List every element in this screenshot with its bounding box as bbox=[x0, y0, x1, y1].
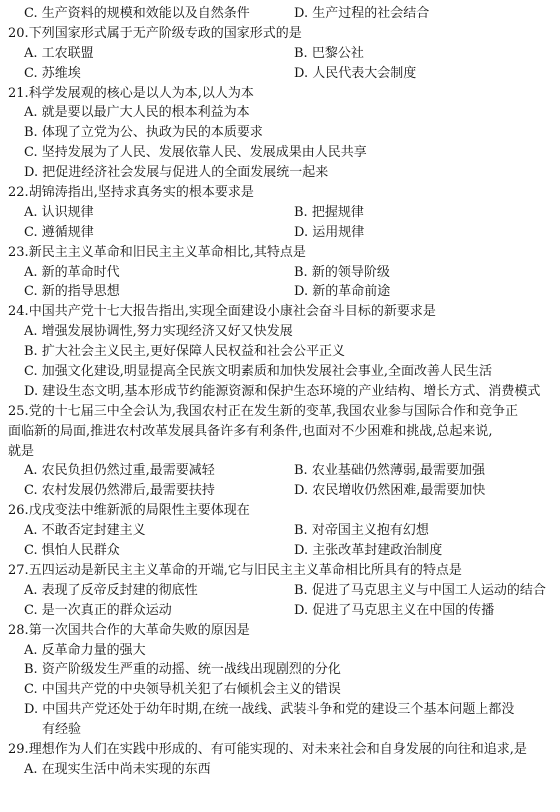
question-text: 五四运动是新民主主义革命的开端,它与旧民主主义革命相比所具有的特点是 bbox=[28, 562, 462, 578]
question-text: 中国共产党十七大报告指出,实现全面建设小康社会奋斗目标的新要求是 bbox=[28, 304, 436, 320]
option-row bbox=[8, 481, 546, 501]
question-21 bbox=[8, 84, 546, 104]
option-b: B. 农业基础仍然薄弱,最需要加强 bbox=[294, 463, 485, 479]
option-b: B. 资产阶级发生严重的动摇、统一战线出现剧烈的分化 bbox=[24, 662, 341, 678]
question-text: 戊戌变法中维新派的局限性主要体现在 bbox=[28, 503, 250, 519]
option-b: B. 对帝国主义抱有幻想 bbox=[294, 523, 429, 539]
option-a: A. 不敢否定封建主义 bbox=[24, 523, 146, 539]
question-20 bbox=[8, 24, 546, 44]
question-number: 29. bbox=[8, 741, 29, 757]
option-d: D. 新的革命前途 bbox=[294, 284, 391, 300]
option-a: A. 新的革命时代 bbox=[24, 264, 120, 280]
option-row bbox=[8, 44, 546, 64]
option-c: C. 是一次真正的群众运动 bbox=[24, 602, 172, 618]
option-d: D. 运用规律 bbox=[294, 224, 365, 240]
question-number: 20. bbox=[8, 25, 29, 41]
option-b: B. 促进了马克思主义与中国工人运动的结合 bbox=[294, 582, 546, 598]
option-c: C. 中国共产党的中央领导机关犯了右倾机会主义的错误 bbox=[24, 682, 341, 698]
option-b: B. 把握规律 bbox=[294, 204, 364, 220]
question-text: 第一次国共合作的大革命失败的原因是 bbox=[28, 622, 250, 638]
option-b: B. 扩大社会主义民主,更好保障人民权益和社会公平正义 bbox=[24, 344, 345, 360]
option-a: A. 增强发展协调性,努力实现经济又好又快发展 bbox=[24, 324, 293, 340]
option-a: A. 表现了反帝反封建的彻底性 bbox=[24, 582, 198, 598]
question-27 bbox=[8, 561, 546, 581]
option-b: B. 体现了立党为公、执政为民的本质要求 bbox=[24, 125, 263, 141]
option-c: C. 加强文化建设,明显提高全民族文明素质和加快发展社会事业,全面改善人民生活 bbox=[24, 364, 493, 380]
option-row bbox=[8, 64, 546, 84]
question-25 bbox=[8, 402, 546, 422]
option-row bbox=[8, 203, 546, 223]
question-text: 胡锦涛指出,坚持求真务实的根本要求是 bbox=[28, 185, 254, 201]
option-c: C. 坚持发展为了人民、发展依靠人民、发展成果由人民共享 bbox=[24, 145, 367, 161]
option-b: B. 巴黎公社 bbox=[294, 45, 364, 61]
option-c: C. 农村发展仍然滞后,最需要扶持 bbox=[24, 483, 215, 499]
question-28 bbox=[8, 621, 546, 641]
option-a: A. 在现实生活中尚未实现的东西 bbox=[24, 761, 211, 777]
question-text-cont: 面临新的局面,推进农村改革发展具备许多有利条件,也面对不少困难和挑战,总起来说, bbox=[8, 423, 493, 439]
option-c: C. 生产资料的规模和效能以及自然条件 bbox=[24, 6, 250, 21]
question-number: 21. bbox=[8, 85, 29, 101]
option-d: D. 农民增收仍然困难,最需要加快 bbox=[294, 483, 486, 499]
option-a: A. 工农联盟 bbox=[24, 45, 94, 61]
option-row bbox=[8, 521, 546, 541]
question-text: 下列国家形式属于无产阶级专政的国家形式的是 bbox=[28, 25, 302, 41]
option-a: A. 认识规律 bbox=[24, 204, 94, 220]
option-d: D. 主张改革封建政治制度 bbox=[294, 543, 443, 559]
option-a: A. 就是要以最广大人民的根本利益为本 bbox=[24, 105, 250, 121]
option-a: A. 农民负担仍然过重,最需要减轻 bbox=[24, 463, 215, 479]
question-number: 25. bbox=[8, 403, 29, 419]
option-c: C. 苏维埃 bbox=[24, 65, 81, 81]
option-row bbox=[8, 263, 546, 283]
option-d: D. 生产过程的社会结合 bbox=[294, 6, 430, 21]
question-text: 科学发展观的核心是以人为本,以人为本 bbox=[28, 85, 254, 101]
question-text-cont: 就是 bbox=[8, 443, 35, 459]
question-number: 24. bbox=[8, 304, 29, 320]
option-d: D. 建设生态文明,基本形成节约能源资源和保护生态环境的产业结构、增长方式、消费模式 bbox=[24, 383, 541, 399]
question-24 bbox=[8, 302, 546, 322]
question-text: 党的十七届三中全会认为,我国农村正在发生新的变革,我国农业参与国际合作和竞争正 bbox=[28, 403, 518, 419]
option-d: D. 把促进经济社会发展与促进人的全面发展统一起来 bbox=[24, 165, 329, 181]
option-row bbox=[8, 4, 546, 24]
question-number: 27. bbox=[8, 562, 29, 578]
question-29 bbox=[8, 740, 546, 760]
option-row bbox=[8, 461, 546, 481]
option-b: B. 新的领导阶级 bbox=[294, 264, 390, 280]
option-row bbox=[8, 223, 546, 243]
option-row bbox=[8, 541, 546, 561]
option-d: D. 人民代表大会制度 bbox=[294, 65, 417, 81]
option-d-cont: 有经验 bbox=[42, 722, 82, 738]
option-c: C. 遵循规律 bbox=[24, 224, 94, 240]
question-text: 理想作为人们在实践中形成的、有可能实现的、对未来社会和自身发展的向往和追求,是 bbox=[28, 741, 527, 757]
question-23 bbox=[8, 243, 546, 263]
option-row bbox=[8, 282, 546, 302]
question-number: 23. bbox=[8, 244, 29, 260]
question-text: 新民主主义革命和旧民主主义革命相比,其特点是 bbox=[28, 244, 306, 260]
question-number: 26. bbox=[8, 503, 29, 519]
option-d: D. 促进了马克思主义在中国的传播 bbox=[294, 602, 495, 618]
option-d: D. 中国共产党还处于幼年时期,在统一战线、武装斗争和党的建设三个基本问题上都没 bbox=[24, 702, 515, 718]
option-a: A. 反革命力量的强大 bbox=[24, 642, 146, 658]
option-c: C. 惧怕人民群众 bbox=[24, 543, 120, 559]
option-row bbox=[8, 601, 546, 621]
question-26 bbox=[8, 501, 546, 521]
option-row bbox=[8, 581, 546, 601]
question-22 bbox=[8, 183, 546, 203]
option-c: C. 新的指导思想 bbox=[24, 284, 120, 300]
question-number: 22. bbox=[8, 185, 29, 201]
question-number: 28. bbox=[8, 622, 29, 638]
